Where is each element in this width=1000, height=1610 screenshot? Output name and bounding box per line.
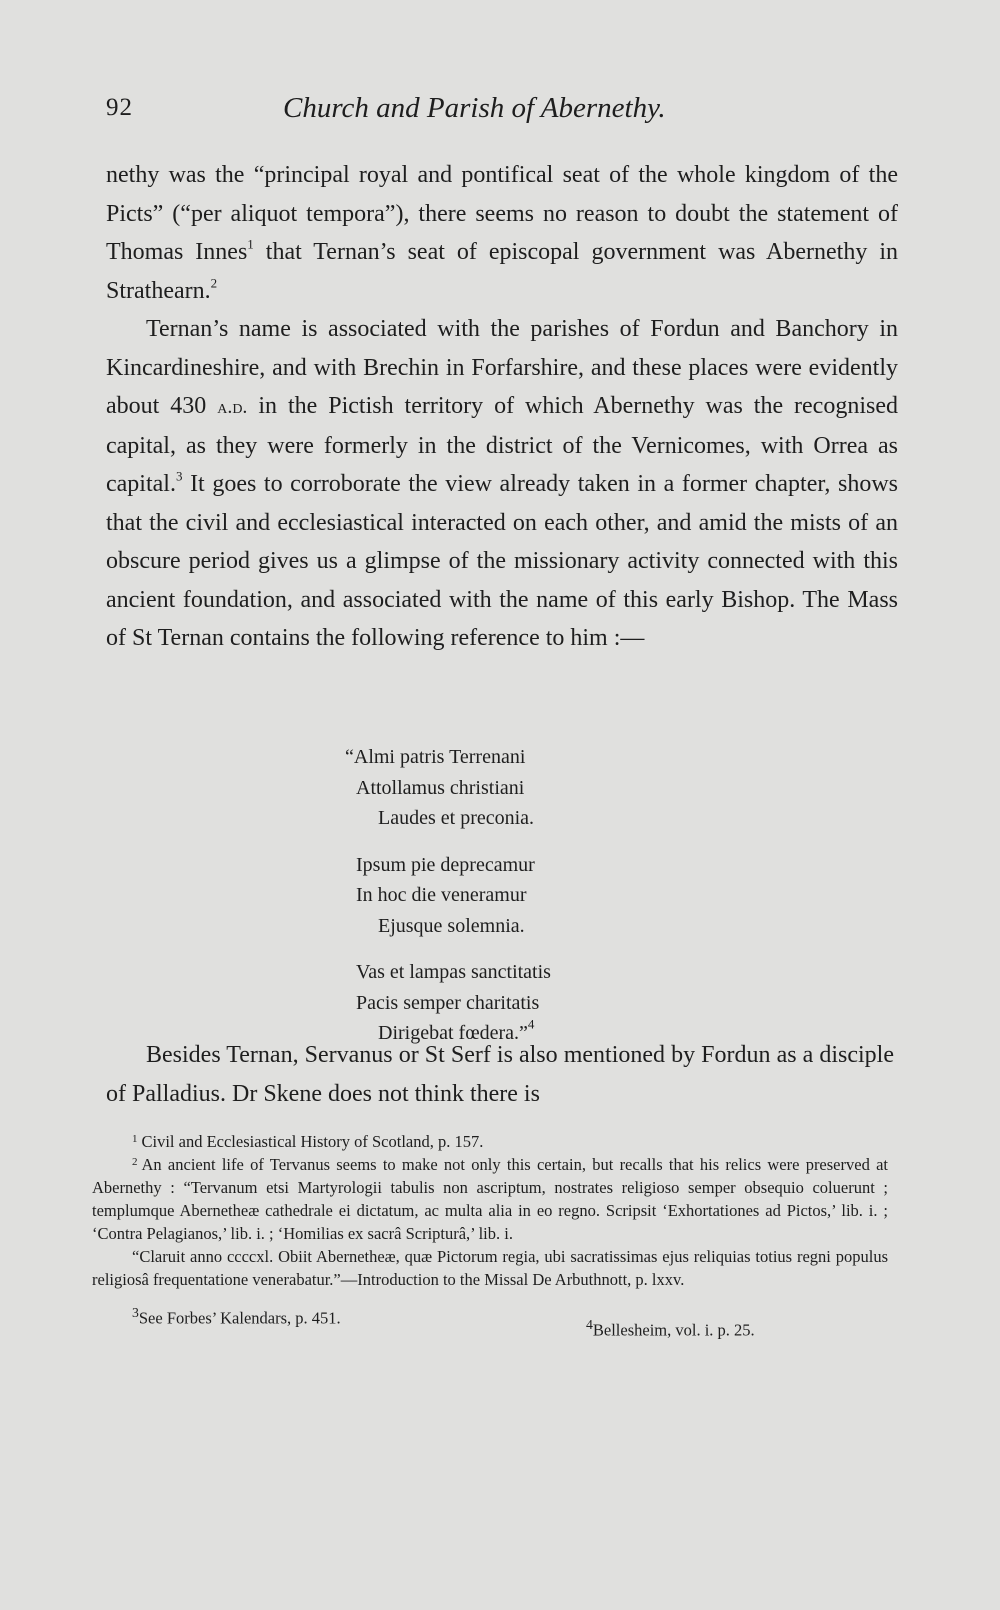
page-header <box>106 94 732 134</box>
page-number: 92 <box>106 94 133 121</box>
main-text-continued <box>106 1036 894 1113</box>
paragraph-2-text-a: Ternan’s name is associated with the parishes of Fordun and Banchory in Kincardineshire, and with Brechin in Forfarshire, and these places were evidently about 430 <box>106 316 898 419</box>
footnote-text: See Forbes’ Kalendars, p. 451. <box>138 1308 341 1328</box>
footnote-number: 4 <box>586 1317 593 1332</box>
hymn-quotation <box>334 742 664 1065</box>
paragraph-1 <box>106 156 898 310</box>
hymn-line: Laudes et preconia. <box>378 807 535 829</box>
footnote-number: 2 <box>132 1155 138 1168</box>
footnote-text: Bellesheim, vol. i. p. 25. <box>592 1320 755 1340</box>
paragraph-2-text-c: It goes to corroborate the view already taken in a former chapter, shows that the civil and ecclesiastical interacted on each other, and amid the mists of an obscure period gives us a glimpse of the missionary activity connected with this ancient foundation, and associated with the name of this early Bishop. The Mass of St Ternan contains the following reference to him :— <box>106 471 898 651</box>
footnote-2-continued: “Claruit anno ccccxl. Obiit Abernetheæ, quæ Pictorum regia, ubi sacratissimas ejus reliquias totius regni populus religiosâ frequentatione venerabatur.”—Introduction to the Missal De Arbuthnott, p. lxxv. <box>92 1247 888 1289</box>
era-abbreviation: a.d. <box>217 396 248 418</box>
footnote-row <box>92 1301 888 1340</box>
paragraph-1-text-a: nethy was the “principal royal and pontifical seat of the whole kingdom of the Picts” (“per aliquot tempora”), there seems no reason to doubt the statement of Thomas Innes <box>106 162 898 265</box>
hymn-line: In hoc die veneramur <box>356 884 527 906</box>
footnote-1 <box>92 1130 888 1153</box>
main-text <box>106 156 898 658</box>
footnote-3 <box>132 1301 341 1330</box>
hymn-line: Pacis semper charitatis <box>356 991 540 1014</box>
footnote-ref-4: 4 <box>527 1016 535 1032</box>
footnotes <box>92 1130 888 1340</box>
footnote-number: 3 <box>132 1305 139 1320</box>
hymn-line: Ipsum pie deprecamur <box>356 853 535 876</box>
paragraph-3: Besides Ternan, Servanus or St Serf is also mentioned by Fordun as a disciple of Palladius. Dr Skene does not think there is <box>106 1042 894 1107</box>
footnote-number: 1 <box>132 1132 138 1145</box>
hymn-line-text: Dirigebat fœdera.” <box>378 1022 528 1044</box>
footnote-text: Civil and Ecclesiastical History of Scotland, p. 157. <box>141 1132 484 1151</box>
footnote-4 <box>586 1313 755 1342</box>
footnote-ref-2: 2 <box>210 275 218 291</box>
hymn-stanza <box>334 742 664 834</box>
running-title: Church and Parish of Abernethy. <box>283 92 666 124</box>
hymn-stanza <box>334 850 664 942</box>
hymn-line: “Almi patris Terrenani <box>345 746 526 768</box>
hymn-stanza <box>334 957 664 1049</box>
hymn-line: Ejusque solemnia. <box>378 914 525 937</box>
footnote-ref-3: 3 <box>175 468 183 484</box>
footnote-text: An ancient life of Tervanus seems to make not only this certain, but recalls that his relics were preserved at Abernethy : “Tervanum etsi Martyrologii tabulis non ascriptum, nostrates religioso semper obsequio coluerunt ; templumque Abernetheæ cathedrale ei dictatum, ac multa alia in eo regno. Scripsit ‘Exhortationes ad Pictos,’ lib. i. ; ‘Contra Pelagianos,’ lib. i. ; ‘Homilias ex sacrâ Scripturâ,’ lib. i. <box>92 1155 888 1243</box>
paragraph-2-text-b: in the Pictish territory of which Abernethy was the recognised capital, as they were formerly in the district of the Vernicomes, with Orrea as capital. <box>106 393 898 497</box>
paragraph-1-text-b: that Ternan’s seat of episcopal government was Abernethy in Strathearn. <box>106 239 898 304</box>
footnote-ref-1: 1 <box>247 236 254 252</box>
hymn-line: Attollamus christiani <box>356 776 525 799</box>
footnote-2 <box>92 1153 888 1245</box>
paragraph-2 <box>106 310 898 658</box>
hymn-line: Vas et lampas sanctitatis <box>356 961 551 983</box>
